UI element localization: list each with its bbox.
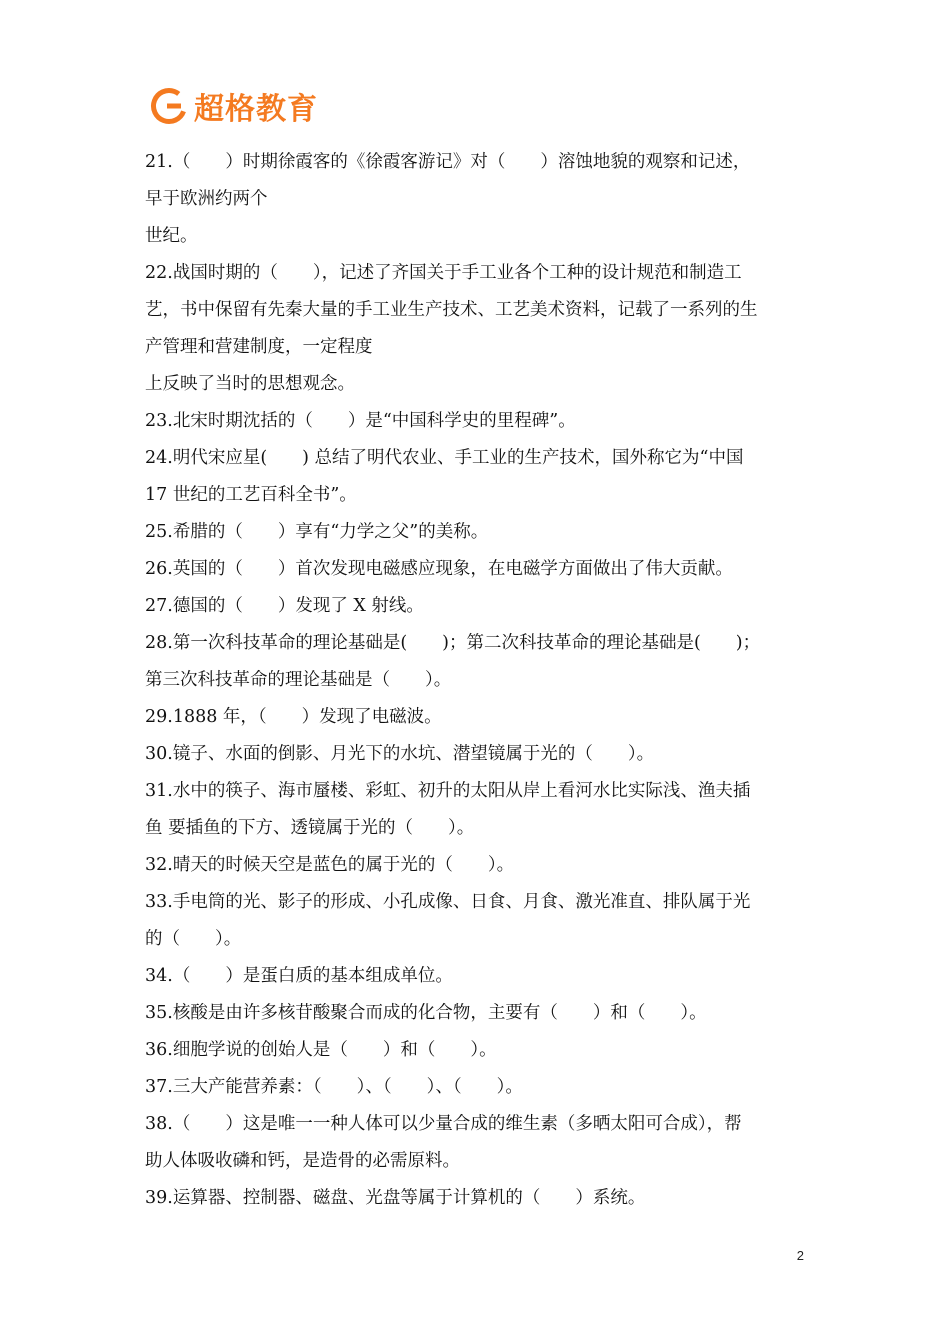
text-line: 25.希腊的（ ）享有“力学之父”的美称。 [145,522,489,542]
brand-logo [150,86,318,126]
text-line: 37.三大产能营养素：（ ）、（ ）、（ ）。 [145,1077,523,1097]
text-line: 早于欧洲约两个 [145,189,268,209]
text-line: 27.德国的（ ）发现了 X 射线。 [145,596,424,616]
text-line: 38.（ ）这是唯一一种人体可以少量合成的维生素（多晒太阳可合成），帮 [145,1114,742,1134]
text-line: 30.镜子、水面的倒影、月光下的水坑、潜望镜属于光的（ ）。 [145,744,655,764]
text-line: 24.明代宋应星( ) 总结了明代农业、手工业的生产技术，国外称它为“中国 [145,448,744,468]
text-line: 35.核酸是由许多核苷酸聚合而成的化合物，主要有（ ）和（ ）。 [145,1003,707,1023]
text-line: 助人体吸收磷和钙，是造骨的必需原料。 [145,1151,460,1171]
text-line: 鱼 要插鱼的下方、透镜属于光的（ ）。 [145,818,475,838]
text-line: 产管理和营建制度，一定程度 [145,337,373,357]
text-line: 21.（ ）时期徐霞客的《徐霞客游记》对（ ）溶蚀地貌的观察和记述， [145,152,751,172]
text-line: 39.运算器、控制器、磁盘、光盘等属于计算机的（ ）系统。 [145,1188,646,1208]
text-line: 23.北宋时期沈括的（ ）是“中国科学史的里程碑”。 [145,411,576,431]
text-line: 32.晴天的时候天空是蓝色的属于光的（ ）。 [145,855,515,875]
text-line: 艺，书中保留有先秦大量的手工业生产技术、工艺美术资料，记载了一系列的生 [145,300,758,320]
text-line: 上反映了当时的思想观念。 [145,374,355,394]
text-line: 28.第一次科技革命的理论基础是( )；第二次科技革命的理论基础是( )； [145,633,761,653]
text-line: 世纪。 [145,226,198,246]
question-list [145,144,809,1217]
text-line: 22.战国时期的（ ），记述了齐国关于手工业各个工种的设计规范和制造工 [145,263,742,283]
page-number: 2 [796,1248,804,1263]
text-line: 33.手电筒的光、影子的形成、小孔成像、日食、月食、激光准直、排队属于光 [145,892,751,912]
text-line: 29.1888 年，（ ）发现了电磁波。 [145,707,442,727]
text-line: 第三次科技革命的理论基础是（ ）。 [145,670,452,690]
text-line: 17 世纪的工艺百科全书”。 [145,485,357,505]
text-line: 34.（ ）是蛋白质的基本组成单位。 [145,966,453,986]
text-line: 的（ ）。 [145,929,242,949]
text-line: 36.细胞学说的创始人是（ ）和（ ）。 [145,1040,497,1060]
text-line: 26.英国的（ ）首次发现电磁感应现象，在电磁学方面做出了伟大贡献。 [145,559,733,579]
brand-name: 超格教育 [194,92,318,127]
g-logo-icon [150,87,188,125]
text-line: 31.水中的筷子、海市蜃楼、彩虹、初升的太阳从岸上看河水比实际浅、渔夫插 [145,781,751,801]
